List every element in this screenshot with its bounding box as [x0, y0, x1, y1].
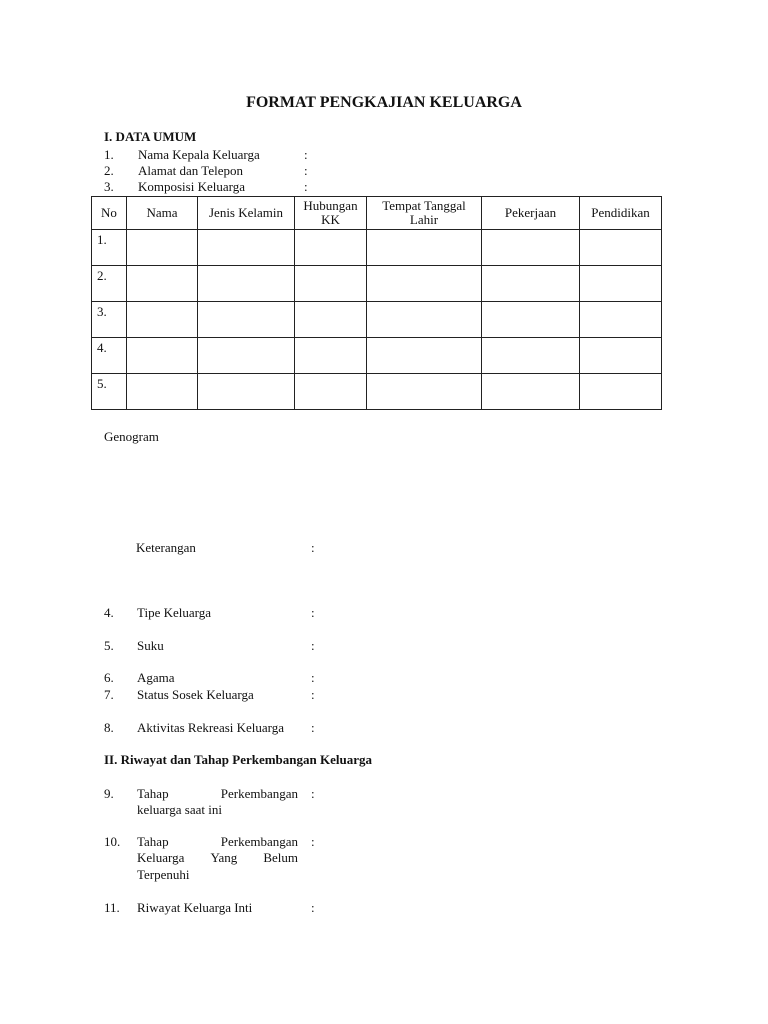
table-cell[interactable]: [482, 374, 580, 410]
item-label-suku: Suku: [137, 638, 164, 653]
column-header-jenis-kelamin: Jenis Kelamin: [198, 197, 295, 230]
table-row: [92, 266, 662, 302]
item-number: 5.: [104, 638, 114, 653]
table-header-row: [92, 197, 662, 230]
table-cell[interactable]: [580, 302, 662, 338]
column-header-nama: Nama: [127, 197, 198, 230]
item-label-riwayat-keluarga-inti: Riwayat Keluarga Inti: [137, 900, 253, 915]
document-title: FORMAT PENGKAJIAN KELUARGA: [246, 94, 522, 111]
item-label-line: keluarga saat ini: [137, 802, 222, 817]
table-row: [92, 302, 662, 338]
item-label-word: Perkembangan: [220, 834, 298, 849]
item-label-agama: Agama: [137, 670, 175, 685]
item-label-line: [137, 835, 298, 848]
item-number: 1.: [104, 147, 114, 162]
table-cell[interactable]: [295, 302, 367, 338]
item-number: 9.: [104, 786, 114, 801]
item-label-nama-kepala-keluarga: Nama Kepala Keluarga: [138, 147, 260, 162]
section-1-heading: I. DATA UMUM: [104, 129, 197, 144]
item-label-word: Belum: [263, 850, 298, 865]
item-number: 10.: [104, 834, 121, 849]
table-cell[interactable]: [580, 266, 662, 302]
item-label-line: [137, 851, 298, 864]
table-cell[interactable]: [367, 230, 482, 266]
komposisi-keluarga-table: [91, 196, 662, 410]
item-colon: :: [311, 687, 315, 702]
item-number: 7.: [104, 687, 114, 702]
item-number: 3.: [104, 179, 114, 194]
table-cell[interactable]: [198, 302, 295, 338]
item-colon: :: [311, 720, 315, 735]
table-cell[interactable]: [127, 266, 198, 302]
item-colon: :: [311, 786, 315, 801]
table-cell[interactable]: [295, 374, 367, 410]
table-cell[interactable]: [482, 338, 580, 374]
item-colon: :: [304, 147, 308, 162]
table-cell[interactable]: [482, 230, 580, 266]
column-header-tempat-tanggal-lahir: Tempat Tanggal Lahir: [367, 197, 482, 230]
table-row: [92, 338, 662, 374]
item-label-aktivitas-rekreasi: Aktivitas Rekreasi Keluarga: [137, 720, 285, 735]
item-label-status-sosek: Status Sosek Keluarga: [137, 687, 254, 702]
item-colon: :: [311, 670, 315, 685]
column-header-pekerjaan: Pekerjaan: [482, 197, 580, 230]
table-cell[interactable]: [127, 302, 198, 338]
table-cell[interactable]: [482, 266, 580, 302]
item-label-word: Tahap: [137, 834, 169, 849]
section-2-heading: II. Riwayat dan Tahap Perkembangan Keluarga: [104, 752, 372, 767]
table-cell[interactable]: [367, 266, 482, 302]
row-number: 2.: [92, 266, 127, 302]
item-label-alamat-telepon: Alamat dan Telepon: [138, 163, 243, 178]
genogram-label: Genogram: [104, 429, 159, 444]
item-colon: :: [311, 605, 315, 620]
item-colon: :: [311, 540, 315, 555]
table-cell[interactable]: [295, 266, 367, 302]
item-number: 6.: [104, 670, 114, 685]
item-label-word: Keluarga: [137, 850, 185, 865]
table-cell[interactable]: [367, 338, 482, 374]
table-cell[interactable]: [127, 374, 198, 410]
column-header-no: No: [92, 197, 127, 230]
row-number: 3.: [92, 302, 127, 338]
table-cell[interactable]: [198, 338, 295, 374]
keterangan-label: Keterangan: [136, 540, 196, 555]
item-label-tipe-keluarga: Tipe Keluarga: [137, 605, 212, 620]
table-cell[interactable]: [580, 374, 662, 410]
item-colon: :: [311, 638, 315, 653]
table-cell[interactable]: [580, 230, 662, 266]
item-number: 11.: [104, 900, 120, 915]
column-header-pendidikan: Pendidikan: [580, 197, 662, 230]
column-header-hubungan-kk: Hubungan KK: [295, 197, 367, 230]
table-cell[interactable]: [367, 302, 482, 338]
table-row: [92, 374, 662, 410]
row-number: 1.: [92, 230, 127, 266]
row-number: 4.: [92, 338, 127, 374]
item-colon: :: [304, 163, 308, 178]
item-label-word: Tahap: [137, 786, 169, 801]
table-cell[interactable]: [367, 374, 482, 410]
item-colon: :: [311, 834, 315, 849]
table-cell[interactable]: [198, 230, 295, 266]
table-cell[interactable]: [127, 338, 198, 374]
table-cell[interactable]: [295, 338, 367, 374]
table-cell[interactable]: [580, 338, 662, 374]
item-label-line: Terpenuhi: [137, 867, 190, 882]
table-cell[interactable]: [127, 230, 198, 266]
item-label-word: Perkembangan: [220, 786, 298, 801]
item-number: 4.: [104, 605, 114, 620]
row-number: 5.: [92, 374, 127, 410]
table-cell[interactable]: [295, 230, 367, 266]
table-cell[interactable]: [482, 302, 580, 338]
item-label-komposisi-keluarga: Komposisi Keluarga: [138, 179, 245, 194]
item-number: 8.: [104, 720, 114, 735]
item-label-word: Yang: [210, 850, 238, 865]
table-cell[interactable]: [198, 266, 295, 302]
item-label-line: [137, 787, 298, 800]
table-row: [92, 230, 662, 266]
item-number: 2.: [104, 163, 114, 178]
table-cell[interactable]: [198, 374, 295, 410]
item-colon: :: [304, 179, 308, 194]
item-colon: :: [311, 900, 315, 915]
